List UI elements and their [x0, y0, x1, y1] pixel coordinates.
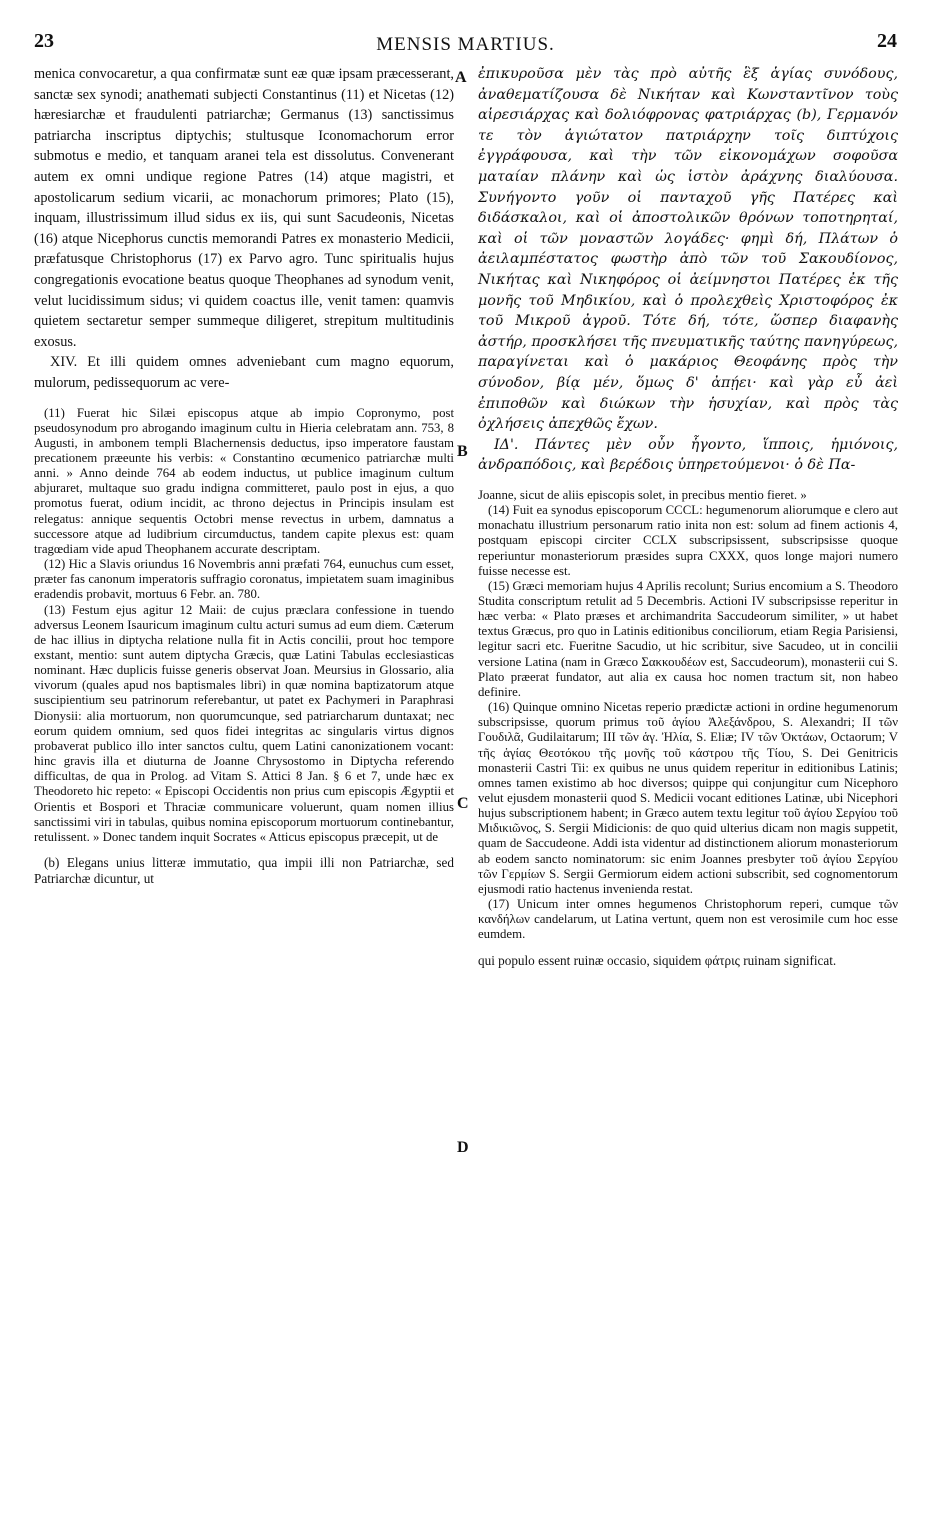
greek-paragraph: ἐπικυροῦσα μὲν τὰς πρὸ αὐτῆς ἓξ ἁγίας συνόδους, ἀναθεματίζουσα δὲ Νικήταν καὶ Κωνσταντῖνον τοὺς αἱρεσιάρχας καὶ δολιόφρονας φατριάρχας (b), Γερμανόν τε τὸν ἁγιώτατον πατριάρχην τοῖς διπτύχοις ἐγγράφουσα, καὶ τὴν τῶν εἰκονομάχων σοφοῦσα ματαίαν πλάνην καὶ ὡς ἱστὸν ἀράχνης διαλύουσα. Συνήγοντο γοῦν οἱ πανταχοῦ γῆς Πατέρες καὶ διδάσκαλοι, καὶ οἱ ἀποστολικῶν θρόνων τοποτηρηταί, καὶ οἱ τῶν μοναστῶν λογάδες· φημὶ δή, Πλάτων ὁ ἀειλαμπέστατος φωστὴρ ἀπὸ τῶν τοῦ Σακουδίονος, Νικήτας καὶ Νικηφόρος οἱ ἀείμνηστοι Πατέρες ἐκ τῆς μονῆς τοῦ Μηδικίου, καὶ ὁ προλεχθεὶς Χριστοφόρος ἐκ τοῦ Μικροῦ ἀγροῦ. Τότε δή, τότε, ὥσπερ διαφανὴς ἀστήρ, προσκλήσει τῆς πνευματικῆς ταύτης πανηγύρεως, παραγίνεται καὶ ὁ μακάριος Θεοφάνης πρὸς τὴν σύνοδον, βίᾳ μέν, ὅμως δ' ἀπῄει· καὶ γὰρ εὖ ἀεὶ ἐπιποθῶν καὶ διώκων τὴν ἡσυχίαν, καὶ πρὸς τὰς ὀχλήσεις ἀπεχθῶς ἔχων.: [478, 66, 898, 433]
margin-marker-a: A: [455, 69, 467, 86]
latin-text: [34, 64, 454, 394]
footnote-13-continued: Joanne, sicut de aliis episcopis solet, in precibus mentio fieret. »: [478, 487, 807, 502]
right-column: [478, 64, 898, 969]
footnote-17: (17) Unicum inter omnes hegumenos Christophorum reperi, cumque τῶν κανδήλων candelarum, ut Latina vertunt, quem non est verosimile cum hoc esse eumdem.: [478, 897, 898, 942]
page-number-right: 24: [877, 30, 897, 52]
footnote-b-continued: [478, 953, 898, 969]
footnote-b: [34, 855, 454, 887]
margin-marker-c: C: [457, 795, 469, 812]
footnote-b-continued-text: qui populo essent ruinæ occasio, siquidem φάτρις ruinam significat.: [478, 952, 837, 968]
greek-text: [478, 64, 898, 476]
footnotes-left: [34, 406, 454, 846]
footnote-12: (12) Hic a Slavis oriundus 16 Novembris anni præfati 764, eunuchus cum esset, præter fas canonum imperatoris suffragio coronatus, impietatem suam imaginibus eradendis probavit, mortuus 6 Febr. an. 780.: [34, 557, 454, 602]
greek-paragraph-xiv: ΙΔ'. Πάντες μὲν οὖν ἧγοντο, ἵπποις, ἡμιόνοις, ἀνδραπόδοις, καὶ βερέδοις ὑπηρετούμενοι· ὁ δὲ Πα-: [478, 436, 898, 474]
footnote-13: (13) Festum ejus agitur 12 Maii: de cujus præclara confessione in tuendo adversus Leonem Isauricum imaginum cultu acturi sumus ad eum diem. Cæterum de hac illius in diptycha relatione nulla fit in Actis concilii, prout hoc tempore exstant, mentio: sunt autem diptycha Græcis, quæ Latini Tabulas ecclesiasticas nominant. Hæc duplicis fuisse generis observat Joan. Meursius in Glossario, alia vivorum (quales apud nos baptismales libri) in quæ nomina baptizatorum atque suscipientium seu patrinorum referebantur, ut patet ex Pachymeri in Paraphrasi Dionysii: alia mortuorum, non quorumcunque, sed patriarcharum duntaxat; nec eorum quidem omnium, sed quos fidei integritas ac singularis virtus dignos probaverat publico illo inter sanctos cultu, quem Latini canonizationem vocant: hinc gravis illa et diuturna de Joanne Chrysostomo in Diptycha referendo difficultas, de qua in Prolog. ad Vitam S. Attici 8 Jan. § 6 et 7, unde hæc ex Theodoreto hic repeto: « Episcopi Occidentis non prius cum episcopis Ægyptii et Orientis et Bospori et Thraciæ communicare voluerunt, quam nomen illius sanctissimi viri in tabulas, quibus nomina episcoporum mortuorum continebantur, retulissent. » Donec tandem inquit Socrates « Atticus episcopus præcepit, ut de: [34, 602, 454, 844]
footnote-b-text: (b) Elegans unius litteræ immutatio, qua impii illi non Patriarchæ, sed Patriarchæ dicuntur, ut: [34, 855, 454, 887]
left-column: [34, 64, 454, 887]
margin-marker-b: B: [457, 443, 468, 460]
latin-paragraph-xiv: XIV. Et illi quidem omnes adveniebant cum magno equorum, mulorum, pedissequorum ac vere-: [34, 354, 454, 391]
footnote-16: (16) Quinque omnino Nicetas reperio prædictæ actioni in ordine hegumenorum subscripsisse, quorum primus τοῦ ἁγίου Ἀλεξάνδρου, S. Alexandri; II τῶν Γουδιλᾶ, Gudilaitarum; III τῶν ἁγ. Ἠλία, S. Eliæ; IV τῶν Ὀκτάων, Octaorum; V τῆς ἁγίας Θεοτόκου τῆς μονῆς τοῦ κάστρου τῆς Τίου, S. Dei Genitricis monasterii Castri Tii: ex quibus ne unus quidem reperitur in editionibus Latinis; omnes tamen existimo ab hoc diversos; quippe qui conjungitur cum Nicephoro velut ejusdem monasterii quod S. Medicii vocant editiones Latinæ, ubi Nicephori hujus subscriptionem habent; in Græco autem textu legitur τοῦ ἁγίου Σεργίου τοῦ Μιδικιῶνος, S. Sergii Midicionis: de quo quid ulterius dicam non magis suppetit, quam de Saccudeone. Addi ista videntur ad distinctionem aliorum monasteriorum ab eodem sancto nominatorum: sic enim Joannes presbyter τοῦ ἁγίου Σεργίου τῶν Γερμίων S. Sergii Germiorum eidem actioni subscribit, sed cognomentorum ejusmodi ratio hactenus invenienda restat.: [478, 700, 898, 896]
footnote-14: (14) Fuit ea synodus episcoporum CCCL: hegumenorum aliorumque e clero aut monachatu illustrium personarum ratio inita non est: solum ad finem actionis 4, postquam episcopi circiter CCLX subscripsissent, subscripsisse quoque reperiuntur monasteriorum præsides supra CXXX, quos longe majori numero fuisse necesse est.: [478, 503, 898, 578]
running-header: [34, 30, 897, 64]
footnote-11: (11) Fuerat hic Silæi episcopus atque ab impio Copronymo, post pseudosynodum pro abrogando imaginum cultu in Hieria celebratam ann. 753, 8 Augusti, in ambonem templi Blachernensis deductus, ipso imperatore faustam precationem præeunte his verbis: « Constantino œcumenico patriarchæ multi anni. » Anno deinde 764 ab eodem inductus, ut publice imaginum cultum abjuraret, multaque suo gradu indigna committeret, paulo post in ejus, a quo promotus fuerat, odium incidit, ac throno dejectus in Principis insulam est relegatus: annique sequentis Octobri mense revectus in urbem, damnatus a successore atque ad ludibrium circumductus, tandem capite plexus est: quam tragœdiam vide apud Theophanem accurate descriptam.: [34, 405, 454, 556]
page-number-left: 23: [34, 30, 54, 52]
latin-paragraph: menica convocaretur, a qua confirmatæ sunt eæ quæ ipsam præcesserant, sanctæ sex synodi; anathemati subjecti Constantinus (11) et Nicetas (12) hæresiarchæ et fraudulenti patriarchæ; Germanus (13) sanctissimus patriarcha inscriptus diptychis; stultusque Iconomachorum error submotus e medio, et tanquam aranei tela est dissolutus. Convenerant autem ex omni undique regione Patres (14) atque magistri, et apostolicarum sedium vicarii, ac monachorum primores; Plato (15), inquam, illustrissimum illud sidus ex iis, qui sunt Sacudeonis, Nicetas (16) atque Nicephorus cunctis memorandi Patres ex monasterio Medicii, præfatusque Christophorus (17) ex Parvo agro. Tunc spiritualis hujus congregationis evocatione beatus quoque Theophanes ad synodum venit, velut lucidissimum sidus; vi quidem coactus ille, venit tamen: quamvis quietem sectaretur semper summeque diligeret, strepitum multitudinis exosus.: [34, 66, 454, 350]
running-title: MENSIS MARTIUS.: [376, 34, 555, 55]
margin-marker-d: D: [457, 1139, 469, 1156]
footnotes-right: [478, 488, 898, 943]
footnote-15: (15) Græci memoriam hujus 4 Aprilis recolunt; Surius encomium a S. Theodoro Studita conscriptum retulit ad 5 Decembris. Actioni IV subscripsisse reperitur in hæc verba: « Plato præses et archimandrita Saccudeorum similiter, » ut habet textus Græcus, pro quo in Latinis editionibus conciliorum, etiam Regia Parisiensi, legitur sacri etc. Fueritne Sacudio, ut hic scribitur, sive Sacudeo, ut in concilii versione Latina (nam in Græco Σακκουδέων est, Saccudeorum), monasterii cui S. Plato præerat fundator, aut alia ex causa hoc nomen tractum sit, non habeo definire.: [478, 578, 898, 699]
